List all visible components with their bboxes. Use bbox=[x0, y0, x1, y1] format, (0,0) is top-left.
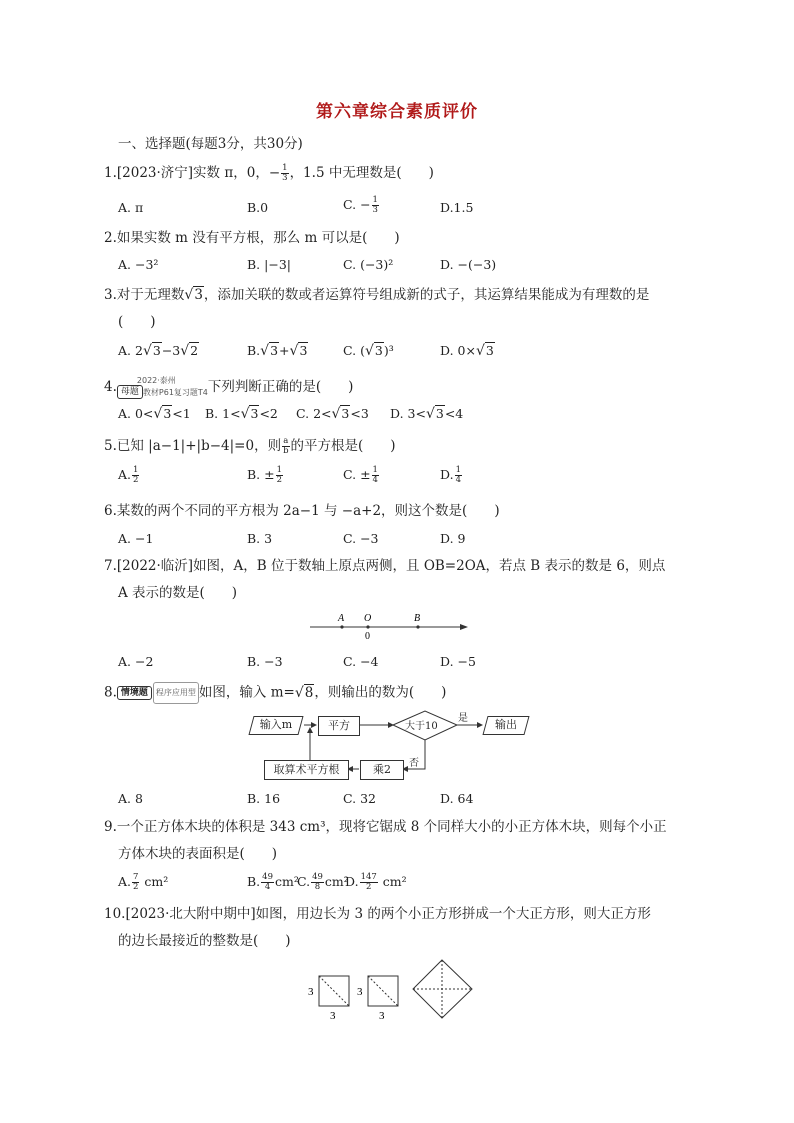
q9-option-b[interactable]: B. $\frac{49}{4}$ cm² bbox=[247, 872, 299, 892]
question-10: 10.[2023·北大附中期中]如图，用边长为 3 的两个小正方形拼成一个大正方形，则大正方形 bbox=[104, 906, 651, 922]
q3-option-c[interactable]: C. (√3)³ bbox=[343, 343, 394, 359]
q5-option-c[interactable]: C. ± $\frac{1}{4}$ bbox=[343, 465, 378, 485]
q7-option-d[interactable]: D. −5 bbox=[440, 654, 476, 669]
q7-option-b[interactable]: B. −3 bbox=[247, 654, 283, 669]
flow-output-box: 输出 bbox=[485, 716, 527, 735]
side-label-2: 3 bbox=[357, 986, 363, 998]
question-3-paren: ( ) bbox=[118, 314, 156, 330]
q4-option-c[interactable]: C. 2<√3<3 bbox=[296, 406, 369, 422]
question-3: 3.对于无理数√3，添加关联的数或者运算符号组成新的式子，其运算结果能成为有理数的是 bbox=[104, 287, 650, 303]
q8-option-c[interactable]: C. 32 bbox=[343, 791, 376, 806]
point-a bbox=[340, 625, 343, 628]
q2-option-c[interactable]: C. (−3)² bbox=[343, 257, 394, 272]
q1-option-a[interactable]: A. π bbox=[118, 200, 144, 215]
context-tag: 情境题 bbox=[117, 686, 152, 700]
flow-yes-label: 是 bbox=[458, 713, 468, 724]
side-label-1: 3 bbox=[308, 986, 314, 998]
q6-option-c[interactable]: C. −3 bbox=[343, 531, 379, 546]
q3-option-d[interactable]: D. 0×√3 bbox=[440, 343, 494, 359]
label-a: A bbox=[338, 613, 345, 624]
q9-option-d[interactable]: D. $\frac{147}{2}$ cm² bbox=[345, 872, 407, 892]
q6-option-b[interactable]: B. 3 bbox=[247, 531, 273, 546]
q5-option-d[interactable]: D. $\frac{1}{4}$ bbox=[440, 465, 461, 485]
squares-figure bbox=[306, 956, 476, 1022]
number-line-figure bbox=[308, 608, 470, 644]
q5-option-b[interactable]: B. ± $\frac{1}{2}$ bbox=[247, 465, 283, 485]
q1-option-c[interactable]: C. − $\frac{1}{3}$ bbox=[343, 195, 378, 215]
q8-option-a[interactable]: A. 8 bbox=[118, 791, 143, 806]
q4-option-d[interactable]: D. 3<√3<4 bbox=[390, 406, 464, 422]
bottom-label-1: 3 bbox=[330, 1010, 336, 1022]
arrow-head-icon bbox=[460, 624, 468, 630]
q1-option-d[interactable]: D.1.5 bbox=[440, 200, 474, 215]
q4-option-a[interactable]: A. 0<√3<1 bbox=[118, 406, 191, 422]
question-7-cont: A 表示的数是( ) bbox=[118, 585, 238, 601]
diagonal-1 bbox=[319, 976, 349, 1006]
q3-option-b[interactable]: B.√3+√3 bbox=[247, 343, 308, 359]
q6-option-a[interactable]: A. −1 bbox=[118, 531, 154, 546]
question-1-stem-b: ，1.5 中无理数是( ) bbox=[289, 165, 434, 181]
q4-option-b[interactable]: B. 1<√3<2 bbox=[205, 406, 278, 422]
flow-no-label: 否 bbox=[409, 758, 419, 769]
bottom-label-2: 3 bbox=[379, 1010, 385, 1022]
diagonal-2 bbox=[368, 976, 398, 1006]
question-5: 5.已知 |a−1|+|b−4|=0，则 $\frac{a}{b}$ 的平方根是( ) bbox=[104, 436, 396, 456]
flow-square-box: 平方 bbox=[318, 716, 360, 736]
question-9-cont: 方体木块的表面积是( ) bbox=[118, 846, 278, 862]
flow-condition-label: 大于10 bbox=[405, 721, 438, 732]
question-1-stem-a: 1.[2023·济宁]实数 π，0，− bbox=[104, 165, 281, 181]
source-tag: 2022·泰州 母题 教材P61复习题T4 bbox=[117, 376, 208, 399]
question-7: 7.[2022·临沂]如图，A，B 位于数轴上原点两侧，且 OB=2OA，若点 B 表示的数是 6，则点 bbox=[104, 558, 666, 574]
q8-option-b[interactable]: B. 16 bbox=[247, 791, 281, 806]
label-zero: 0 bbox=[365, 631, 370, 642]
question-1-fraction: $\frac{1}{3}$ bbox=[282, 163, 288, 183]
question-1 bbox=[104, 163, 434, 183]
question-9: 9.一个正方体木块的体积是 343 cm³，现将它锯成 8 个同样大小的小正方体木块，则每个小正 bbox=[104, 819, 667, 835]
sqrt-symbol: √3 bbox=[184, 287, 203, 303]
q3-option-a[interactable]: A. 2√3−3√2 bbox=[118, 343, 199, 359]
q9-option-c[interactable]: C. $\frac{49}{8}$ cm² bbox=[297, 872, 349, 892]
question-4: 4. 2022·泰州 母题 教材P61复习题T4下列判断正确的是( ) bbox=[104, 376, 354, 397]
q2-option-b[interactable]: B. |−3| bbox=[247, 257, 291, 272]
point-b bbox=[416, 625, 419, 628]
q2-option-a[interactable]: A. −3² bbox=[118, 257, 159, 272]
question-10-cont: 的边长最接近的整数是( ) bbox=[118, 933, 291, 949]
page-title: 第六章综合素质评价 bbox=[316, 102, 478, 122]
question-2: 2.如果实数 m 没有平方根，那么 m 可以是( ) bbox=[104, 230, 400, 246]
point-o bbox=[366, 625, 369, 628]
section-heading: 一、选择题(每题3分，共30分) bbox=[118, 136, 303, 152]
flow-multiply-box: 乘2 bbox=[360, 760, 404, 780]
q7-option-c[interactable]: C. −4 bbox=[343, 654, 379, 669]
q6-option-d[interactable]: D. 9 bbox=[440, 531, 466, 546]
question-8: 8. 情境题 程序应用型 如图，输入 m=√8，则输出的数为( ) bbox=[104, 682, 446, 704]
q1-option-b[interactable]: B.0 bbox=[247, 200, 269, 215]
label-b: B bbox=[414, 613, 421, 624]
q9-option-a[interactable]: A. $\frac{7}{2}$ cm² bbox=[118, 872, 169, 892]
q2-option-d[interactable]: D. −(−3) bbox=[440, 257, 497, 272]
flow-sqrt-box: 取算术平方根 bbox=[264, 760, 349, 780]
q7-option-a[interactable]: A. −2 bbox=[118, 654, 154, 669]
question-6: 6.某数的两个不同的平方根为 2a−1 与 −a+2，则这个数是( ) bbox=[104, 503, 500, 519]
q8-option-d[interactable]: D. 64 bbox=[440, 791, 474, 806]
label-o: O bbox=[364, 613, 372, 624]
flow-input-box: 输入m bbox=[251, 716, 301, 735]
q5-option-a[interactable]: A. $\frac{1}{2}$ bbox=[118, 465, 139, 485]
